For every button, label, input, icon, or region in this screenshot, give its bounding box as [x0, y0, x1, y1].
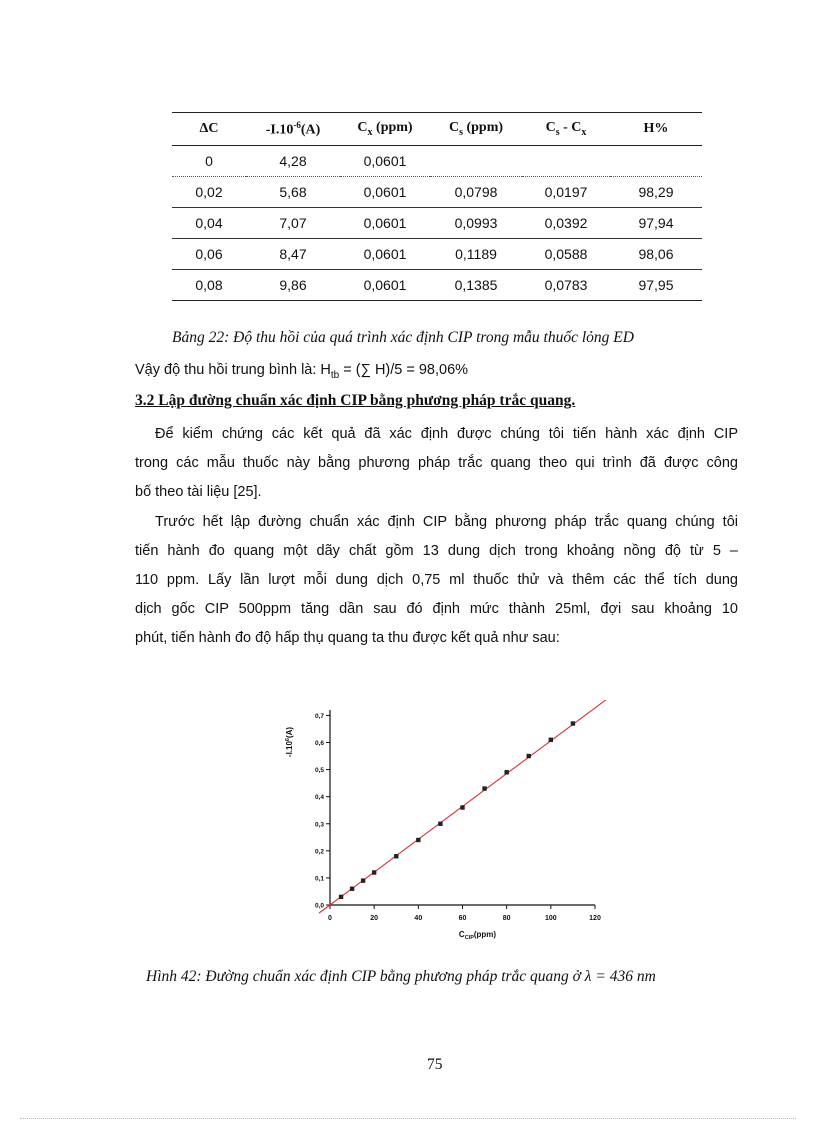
paragraph-line: trong các mẫu thuốc này bằng phương pháp trắc quang theo qui trình đã được công [135, 455, 738, 471]
y-tick-label: 0,4 [314, 794, 324, 802]
table-row [172, 146, 702, 177]
table-header-row [172, 113, 702, 146]
data-point [438, 822, 442, 826]
table-cell: 0,0993 [430, 208, 522, 239]
table-cell: 0,0601 [340, 146, 430, 177]
y-tick-label: 0,0 [314, 902, 324, 910]
paragraph-line: Để kiểm chứng các kết quả đã xác định được chúng tôi tiến hành xác định CIP [155, 426, 738, 442]
x-tick-label: 100 [544, 915, 557, 922]
y-tick-label: 0,3 [314, 821, 324, 829]
x-tick-label: 20 [370, 915, 379, 922]
calibration-chart [270, 700, 610, 940]
header-cs-minus-cx: $C_s - C_x$ [522, 113, 610, 146]
data-point [460, 805, 464, 809]
x-tick-label: 40 [414, 915, 423, 922]
data-point [339, 895, 343, 899]
header-delta-c: ΔC [172, 113, 246, 146]
paragraph-line: phút, tiến hành đo độ hấp thụ quang ta thu được kết quả như sau: [135, 630, 560, 646]
x-tick-label: 60 [458, 915, 467, 922]
data-point [361, 878, 365, 882]
table-cell: 0,1385 [430, 270, 522, 301]
section-heading: 3.2 Lập đường chuẩn xác định CIP bằng phương pháp trắc quang. [135, 392, 576, 409]
table-cell: 8,47 [246, 239, 340, 270]
table-cell: 0,0783 [522, 270, 610, 301]
y-tick-label: 0,2 [314, 848, 324, 856]
figure-caption: Hình 42: Đường chuẩn xác định CIP bằng phương pháp trắc quang ở λ = 436 nm [146, 968, 656, 985]
table-cell: 97,95 [610, 270, 702, 301]
table-cell: 98,29 [610, 177, 702, 208]
page-number: 75 [427, 1056, 443, 1073]
page-bottom-rule [20, 1118, 796, 1119]
table-cell: 0,0588 [522, 239, 610, 270]
table-cell: 0 [172, 146, 246, 177]
table-cell: 0,0601 [340, 270, 430, 301]
table-cell: 0,0601 [340, 177, 430, 208]
recovery-table [172, 112, 702, 301]
table-row [172, 208, 702, 239]
header-current: $-I.10^{-6}(A)$ [246, 113, 340, 146]
table-cell: 0,0601 [340, 239, 430, 270]
data-point [482, 786, 486, 790]
table-cell: 4,28 [246, 146, 340, 177]
table-cell: 0,0197 [522, 177, 610, 208]
x-tick-label: 80 [502, 915, 511, 922]
data-point [416, 838, 420, 842]
table-cell: 0,04 [172, 208, 246, 239]
y-tick-label: 0,7 [314, 712, 324, 720]
recovery-sentence: Vậy độ thu hồi trung bình là: $H_{tb}$ = (∑ H)/5 = 98,06% [135, 362, 469, 381]
paragraph-line: tiến hành đo quang một dãy chất gồm 13 dung dịch trong khoảng nồng độ từ 5 – [135, 543, 738, 559]
table-caption: Bảng 22: Độ thu hồi của quá trình xác định CIP trong mẫu thuốc lỏng ED [172, 329, 634, 346]
table-row [172, 177, 702, 208]
table-cell [430, 146, 522, 177]
data-point [372, 870, 376, 874]
x-axis-label: $C_{CIP}(ppm)$ [458, 930, 497, 940]
table-cell: 0,02 [172, 177, 246, 208]
data-point [527, 754, 531, 758]
header-cs: $C_s$ (ppm) [430, 113, 522, 146]
table-cell: 9,86 [246, 270, 340, 301]
data-point [504, 770, 508, 774]
x-tick-label: 0 [328, 915, 332, 922]
table-cell: 0,0601 [340, 208, 430, 239]
paragraph-line: bố theo tài liệu [25]. [135, 484, 262, 500]
table-cell [522, 146, 610, 177]
data-point [394, 854, 398, 858]
paragraph-line: 110 ppm. Lấy lần lượt mỗi dung dịch 0,75 ml thuốc thử và thêm các thể tích dung [135, 572, 738, 588]
data-point [549, 738, 553, 742]
table-cell: 98,06 [610, 239, 702, 270]
table-cell: 0,0798 [430, 177, 522, 208]
table-cell: 0,06 [172, 239, 246, 270]
calibration-chart-svg [270, 700, 610, 940]
data-point [350, 887, 354, 891]
table-cell: 0,0392 [522, 208, 610, 239]
table-row [172, 239, 702, 270]
table-row [172, 270, 702, 301]
table-cell: 5,68 [246, 177, 340, 208]
y-axis-label: $-I.10^6(A)$ [285, 726, 294, 758]
header-cx: $C_x$ (ppm) [340, 113, 430, 146]
y-tick-label: 0,5 [314, 767, 324, 775]
y-tick-label: 0,6 [314, 740, 324, 747]
table-cell [610, 146, 702, 177]
table-cell: 97,94 [610, 208, 702, 239]
header-h-percent: H% [610, 113, 702, 146]
paragraph-line: Trước hết lập đường chuẩn xác định CIP bằng phương pháp trắc quang chúng tôi [155, 514, 738, 530]
y-tick-label: 0,1 [314, 875, 324, 883]
paragraph-line: dịch gốc CIP 500ppm tăng dần sau đó định mức thành 25ml, đợi sau khoảng 10 [135, 601, 738, 617]
table-cell: 0,1189 [430, 239, 522, 270]
table-cell: 0,08 [172, 270, 246, 301]
x-tick-label: 120 [589, 915, 601, 922]
data-point [571, 721, 575, 725]
table-cell: 7,07 [246, 208, 340, 239]
